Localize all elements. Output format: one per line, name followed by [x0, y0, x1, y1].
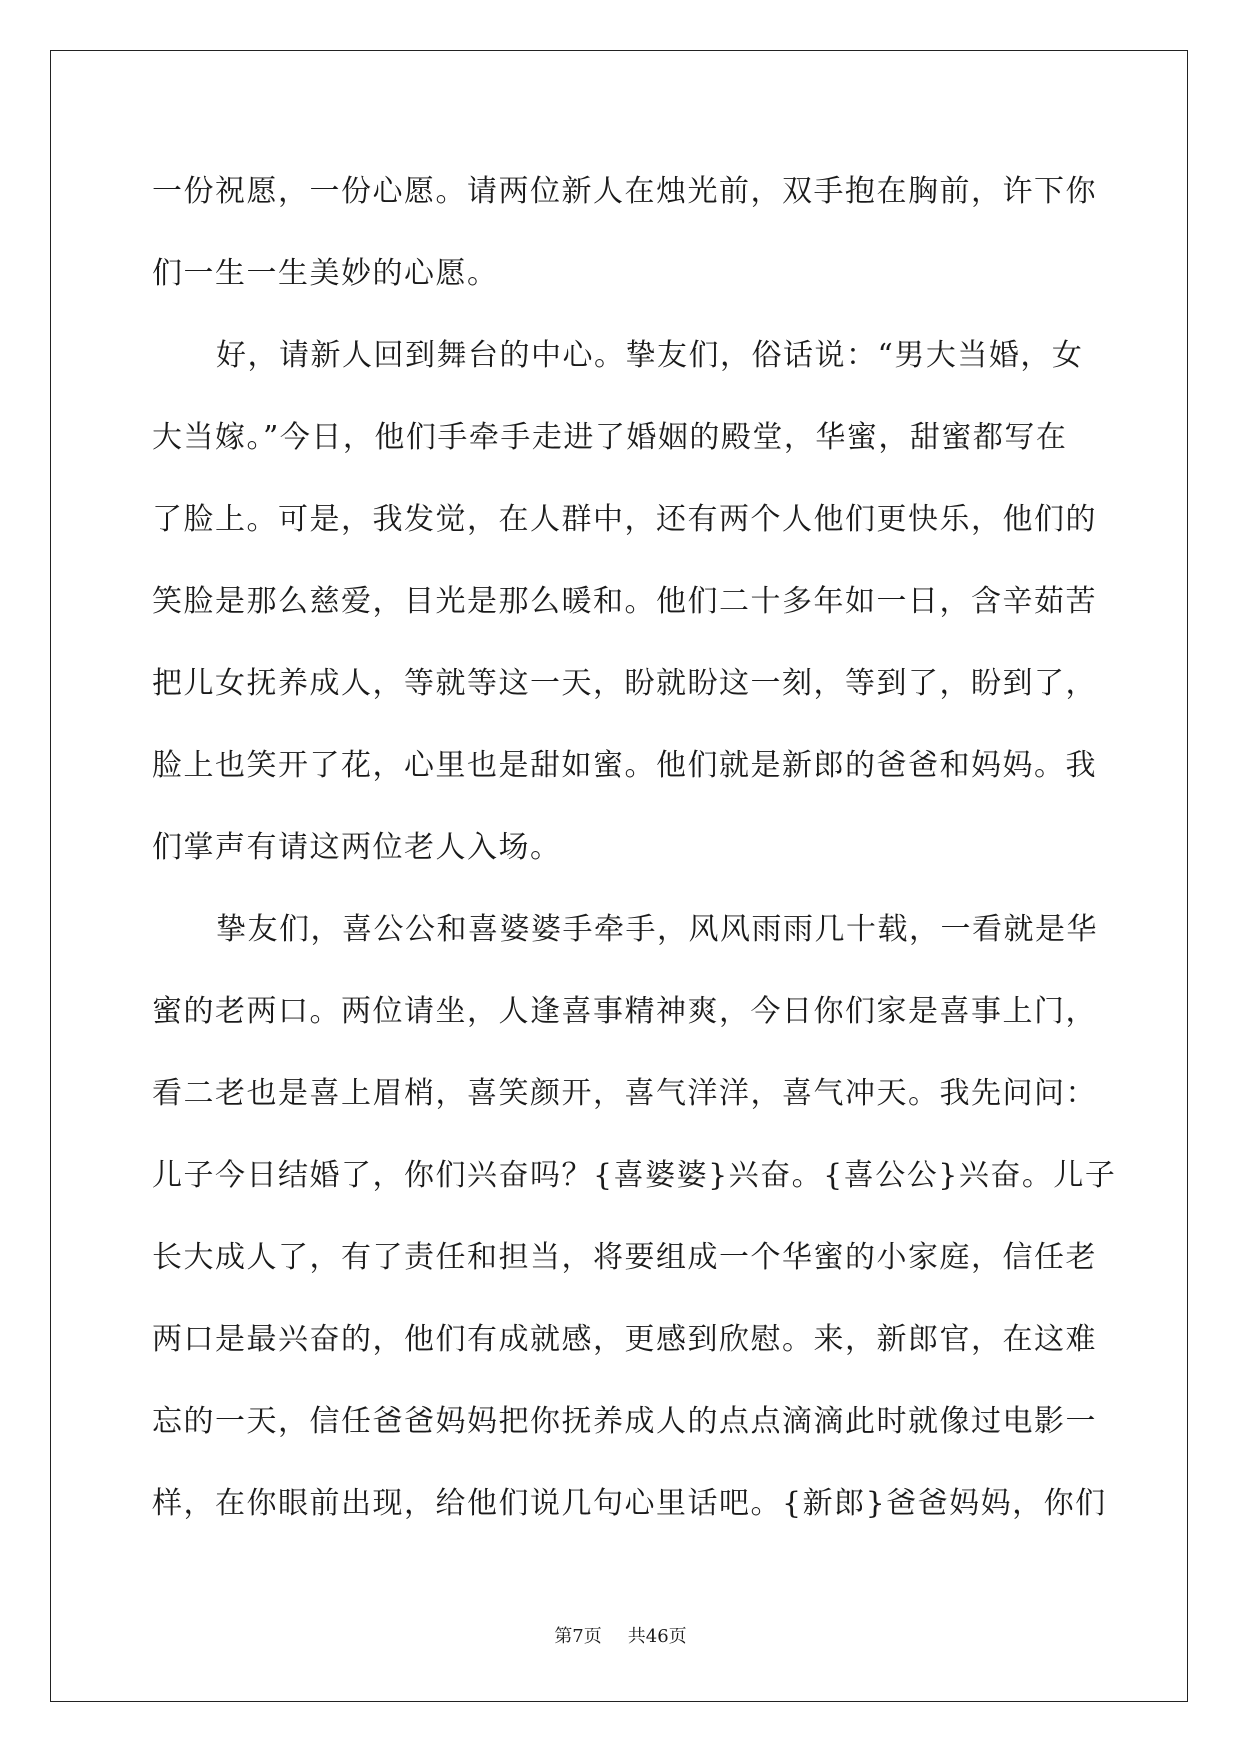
text-line: 们一生一生美妙的心愿。	[152, 256, 499, 291]
document-body	[152, 166, 1117, 1560]
text-line: 们掌声有请这两位老人入场。	[152, 830, 562, 865]
text-line: 一份祝愿，一份心愿。请两位新人在烛光前，双手抱在胸前，许下你	[152, 174, 1097, 209]
paragraph-start-line: 挚友们，喜公公和喜婆婆手牵手，风风雨雨几十载，一看就是华	[216, 912, 1098, 947]
page-total: 共46页	[627, 1626, 687, 1647]
text-line: 把儿女抚养成人，等就等这一天，盼就盼这一刻，等到了，盼到了，	[152, 666, 1097, 701]
text-line: 大当嫁。”今日，他们手牵手走进了婚姻的殿堂，华蜜，甜蜜都写在	[152, 420, 1068, 455]
text-line: 了脸上。可是，我发觉，在人群中，还有两个人他们更快乐，他们的	[152, 502, 1097, 537]
text-line: 脸上也笑开了花，心里也是甜如蜜。他们就是新郎的爸爸和妈妈。我	[152, 748, 1097, 783]
text-line: 笑脸是那么慈爱，目光是那么暖和。他们二十多年如一日，含辛茹苦	[152, 584, 1097, 619]
text-line: 长大成人了，有了责任和担当，将要组成一个华蜜的小家庭，信任老	[152, 1240, 1097, 1275]
text-line: 看二老也是喜上眉梢，喜笑颜开，喜气洋洋，喜气冲天。我先问问：	[152, 1076, 1097, 1111]
text-line: 两口是最兴奋的，他们有成就感，更感到欣慰。来，新郎官，在这难	[152, 1322, 1097, 1357]
paragraph-start-line: 好，请新人回到舞台的中心。挚友们，俗话说：“男大当婚，女	[216, 338, 1084, 373]
text-line: 蜜的老两口。两位请坐，人逢喜事精神爽，今日你们家是喜事上门，	[152, 994, 1097, 1029]
text-line: 儿子今日结婚了，你们兴奋吗？{喜婆婆}兴奋。{喜公公}兴奋。儿子	[152, 1158, 1117, 1193]
text-line: 忘的一天，信任爸爸妈妈把你抚养成人的点点滴滴此时就像过电影一	[152, 1404, 1097, 1439]
page-footer	[0, 1622, 1241, 1648]
page-number: 第7页	[554, 1626, 602, 1647]
text-line: 样，在你眼前出现，给他们说几句心里话吧。{新郎}爸爸妈妈，你们	[152, 1486, 1107, 1521]
